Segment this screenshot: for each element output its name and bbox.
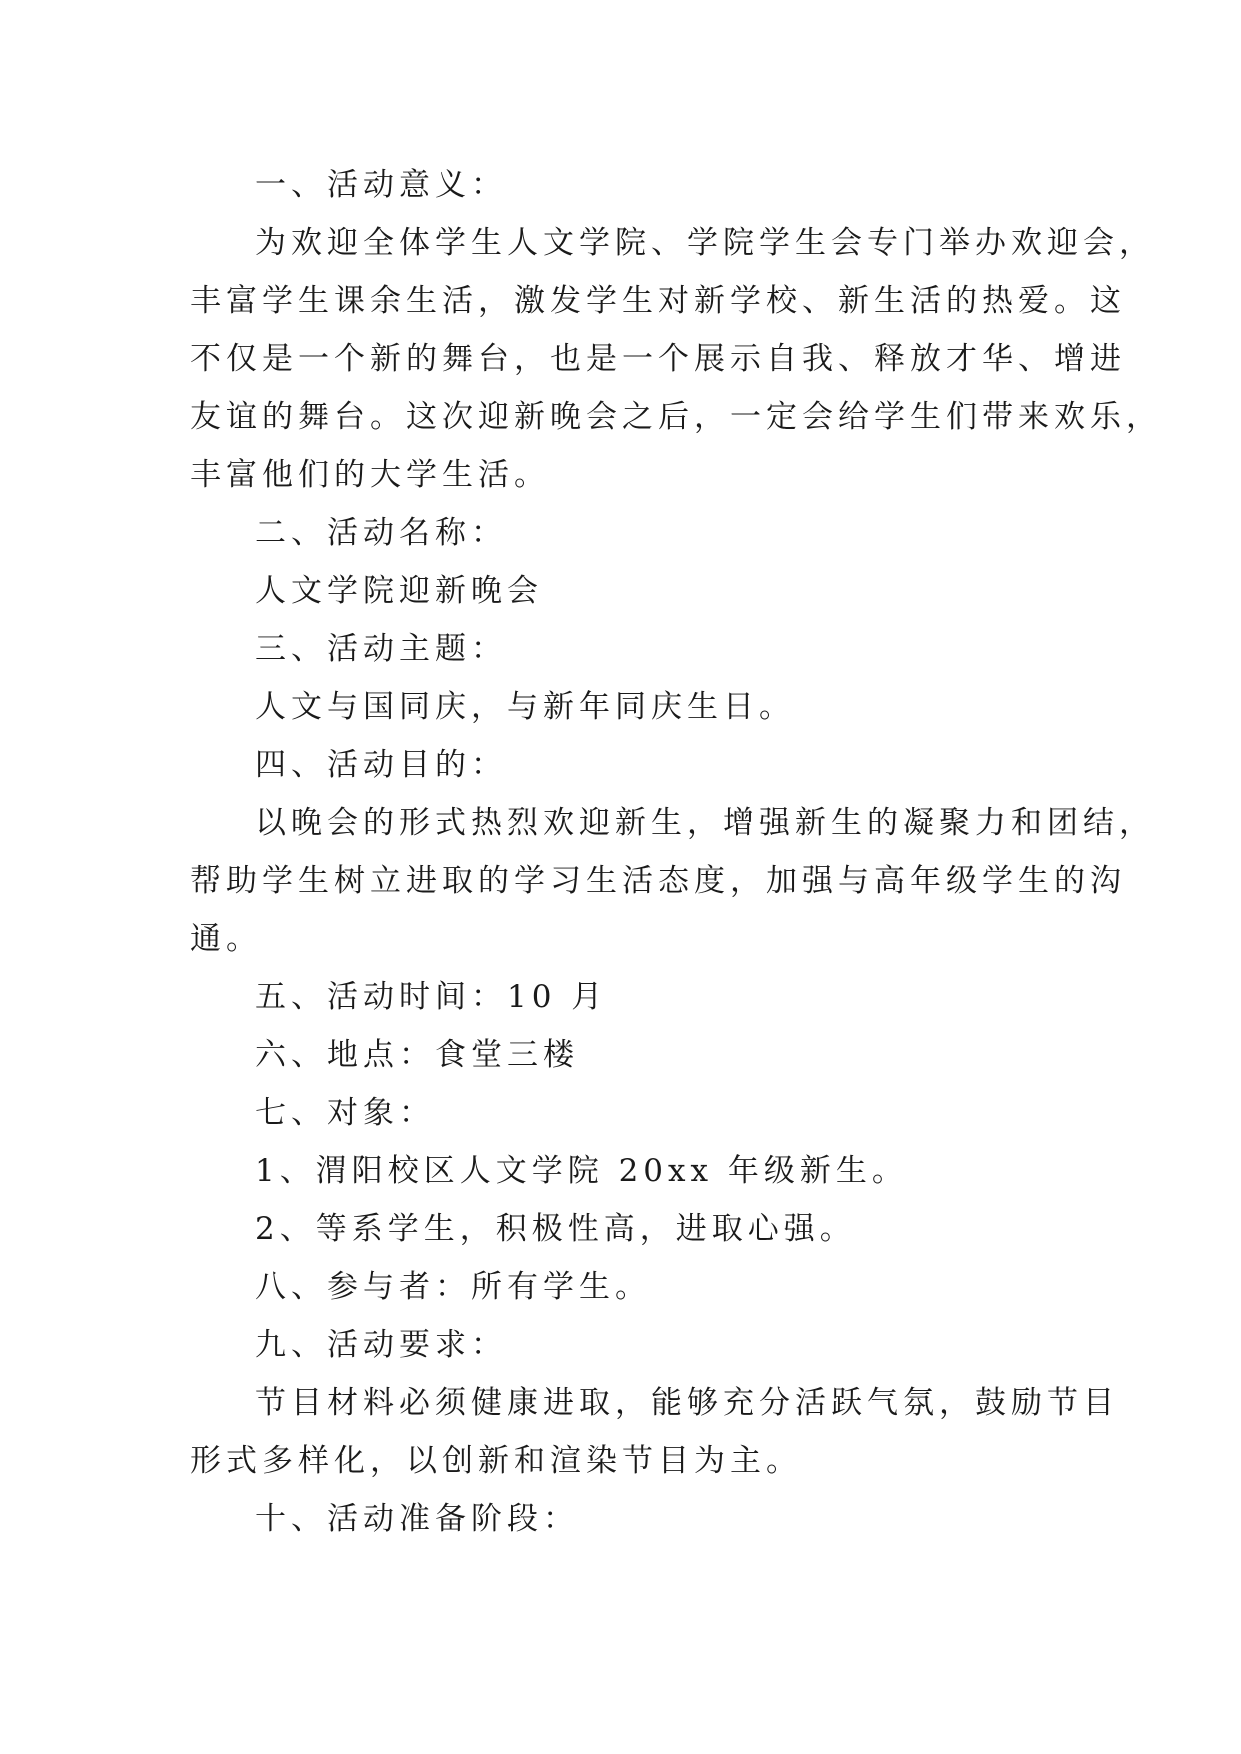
heading-activity-significance: 一、活动意义： <box>255 167 507 203</box>
paragraph-line: 丰富学生课余生活，激发学生对新学校、新生活的热爱。这 <box>190 283 1126 319</box>
list-item: 2、等系学生，积极性高，进取心强。 <box>255 1211 856 1247</box>
heading-activity-theme: 三、活动主题： <box>255 631 507 667</box>
list-item: 1、渭阳校区人文学院 20xx 年级新生。 <box>255 1153 908 1189</box>
paragraph-line: 丰富他们的大学生活。 <box>190 457 550 493</box>
paragraph-line: 节目材料必须健康进取，能够充分活跃气氛，鼓励节目 <box>255 1385 1119 1421</box>
paragraph-line: 形式多样化，以创新和渲染节目为主。 <box>190 1443 802 1479</box>
paragraph-line: 通。 <box>190 921 262 957</box>
heading-location: 六、地点：食堂三楼 <box>255 1037 579 1073</box>
paragraph-line: 为欢迎全体学生人文学院、学院学生会专门举办欢迎会， <box>255 225 1155 261</box>
heading-activity-requirements: 九、活动要求： <box>255 1327 507 1363</box>
paragraph-line: 以晚会的形式热烈欢迎新生，增强新生的凝聚力和团结， <box>255 805 1155 841</box>
paragraph-line: 帮助学生树立进取的学习生活态度，加强与高年级学生的沟 <box>190 863 1126 899</box>
heading-target: 七、对象： <box>255 1095 435 1131</box>
heading-activity-purpose: 四、活动目的： <box>255 747 507 783</box>
paragraph-line: 人文学院迎新晚会 <box>255 573 543 609</box>
paragraph-line: 人文与国同庆，与新年同庆生日。 <box>255 689 795 725</box>
paragraph-line: 不仅是一个新的舞台，也是一个展示自我、释放才华、增进 <box>190 341 1126 377</box>
heading-preparation-stage: 十、活动准备阶段： <box>255 1501 579 1537</box>
heading-activity-time: 五、活动时间：10 月 <box>255 979 608 1015</box>
paragraph-line: 友谊的舞台。这次迎新晚会之后，一定会给学生们带来欢乐， <box>190 399 1162 435</box>
heading-participants: 八、参与者：所有学生。 <box>255 1269 651 1305</box>
heading-activity-name: 二、活动名称： <box>255 515 507 551</box>
